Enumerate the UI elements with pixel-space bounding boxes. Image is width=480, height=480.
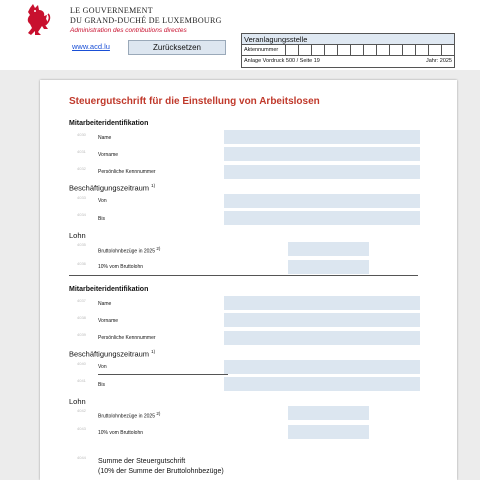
- summary-line-1: Summe der Steuergutschrift: [98, 458, 186, 465]
- aktennummer-digit[interactable]: [325, 45, 338, 55]
- aktennummer-digit[interactable]: [416, 45, 429, 55]
- gross-salary-label: [98, 411, 160, 420]
- field-code: 4035: [77, 242, 86, 247]
- vorname-label: Vorname: [98, 152, 119, 158]
- employment-period-text: Beschäftigungszeitraum: [69, 349, 150, 359]
- aktennummer-digit[interactable]: [338, 45, 351, 55]
- field-code: 4042: [77, 408, 86, 413]
- gov-line-2: DU GRAND-DUCHÉ DE LUXEMBOURG: [70, 16, 222, 25]
- acd-website-link[interactable]: www.acd.lu: [72, 42, 110, 51]
- field-code: 4031: [77, 149, 86, 154]
- anlage-text: Anlage Vordruck 500 / Seite 19: [244, 58, 320, 64]
- field-code: 4043: [77, 426, 86, 431]
- field-code: 4040: [77, 361, 86, 366]
- personal-id-label: Persönliche Kennnummer: [98, 335, 156, 341]
- lohn-heading: Lohn: [69, 397, 86, 406]
- employment-period-text: Beschäftigungszeitraum: [69, 183, 150, 193]
- gross-salary-field[interactable]: [288, 406, 369, 420]
- personal-id-field[interactable]: [224, 165, 420, 179]
- aktennummer-digit[interactable]: [442, 45, 454, 55]
- aktennummer-digit[interactable]: [429, 45, 442, 55]
- aktennummer-row: [242, 45, 454, 56]
- name-label: Name: [98, 301, 112, 307]
- aktennummer-digit[interactable]: [299, 45, 312, 55]
- field-code: 4041: [77, 378, 86, 383]
- employment-period-heading: [69, 349, 155, 359]
- bis-field[interactable]: [224, 377, 420, 391]
- page-header: [0, 0, 480, 70]
- bis-label: Bis: [98, 382, 105, 388]
- ten-percent-field[interactable]: [288, 425, 369, 439]
- vorname-label: Vorname: [98, 318, 119, 324]
- form-page: [40, 80, 457, 480]
- anlage-row: [242, 56, 454, 67]
- form-title: Steuergutschrift für die Einstellung von Arbeitslosen: [69, 96, 320, 107]
- footnote-marker: 1): [151, 183, 156, 188]
- gross-salary-field[interactable]: [288, 242, 369, 256]
- gross-salary-text: Bruttolohnbezüge in 2025: [98, 413, 155, 420]
- employee-identification-heading: Mitarbeiteridentifikation: [69, 120, 149, 127]
- vorname-field[interactable]: [224, 313, 420, 327]
- von-label: Von: [98, 364, 107, 370]
- name-field[interactable]: [224, 130, 420, 144]
- field-code: 4039: [77, 332, 86, 337]
- luxembourg-lion-logo: [24, 2, 52, 38]
- ten-percent-label: 10% vom Bruttolohn: [98, 264, 144, 270]
- name-label: Name: [98, 135, 112, 141]
- aktennummer-digit[interactable]: [364, 45, 377, 55]
- field-code: 4036: [77, 261, 86, 266]
- ten-percent-label: 10% vom Bruttolohn: [98, 430, 144, 436]
- field-code: 4044: [77, 455, 86, 460]
- summary-label: [98, 457, 224, 477]
- section-divider: [69, 275, 418, 276]
- gov-line-1: LE GOUVERNEMENT: [70, 6, 153, 15]
- bis-field[interactable]: [224, 211, 420, 225]
- aktennummer-digit[interactable]: [312, 45, 325, 55]
- aktennummer-digit[interactable]: [351, 45, 364, 55]
- aktennummer-digit[interactable]: [377, 45, 390, 55]
- administration-name: Administration des contributions directes: [70, 27, 187, 34]
- summary-line-2: (10% der Summe der Bruttolohnbezüge): [98, 468, 224, 475]
- field-code: 4033: [77, 195, 86, 200]
- aktennummer-label: Aktennummer: [242, 45, 286, 55]
- footnote-marker: 1): [151, 349, 156, 354]
- employee-identification-heading: Mitarbeiteridentifikation: [69, 286, 149, 293]
- bis-label: Bis: [98, 216, 105, 222]
- field-code: 4030: [77, 132, 86, 137]
- von-field[interactable]: [224, 360, 420, 374]
- aktennummer-digit[interactable]: [403, 45, 416, 55]
- row-divider: [98, 374, 228, 375]
- aktennummer-digit[interactable]: [390, 45, 403, 55]
- field-code: 4032: [77, 166, 86, 171]
- von-field[interactable]: [224, 194, 420, 208]
- von-label: Von: [98, 198, 107, 204]
- vorname-field[interactable]: [224, 147, 420, 161]
- jahr-text: Jahr: 2025: [426, 58, 452, 64]
- employment-period-heading: [69, 183, 155, 193]
- veranlagungsstelle-title: Veranlagungsstelle: [242, 34, 454, 45]
- reset-button[interactable]: Zurücksetzen: [128, 40, 226, 55]
- personal-id-field[interactable]: [224, 331, 420, 345]
- lohn-heading: Lohn: [69, 231, 86, 240]
- name-field[interactable]: [224, 296, 420, 310]
- footnote-marker: 2): [156, 246, 161, 251]
- government-title: [70, 6, 222, 36]
- gross-salary-label: [98, 246, 160, 255]
- footnote-marker: 2): [156, 411, 161, 416]
- veranlagungsstelle-box: [241, 33, 455, 68]
- field-code: 4038: [77, 315, 86, 320]
- ten-percent-field[interactable]: [288, 260, 369, 274]
- field-code: 4037: [77, 298, 86, 303]
- field-code: 4034: [77, 212, 86, 217]
- gross-salary-text: Bruttolohnbezüge in 2025: [98, 248, 155, 255]
- personal-id-label: Persönliche Kennnummer: [98, 169, 156, 175]
- aktennummer-digit[interactable]: [286, 45, 299, 55]
